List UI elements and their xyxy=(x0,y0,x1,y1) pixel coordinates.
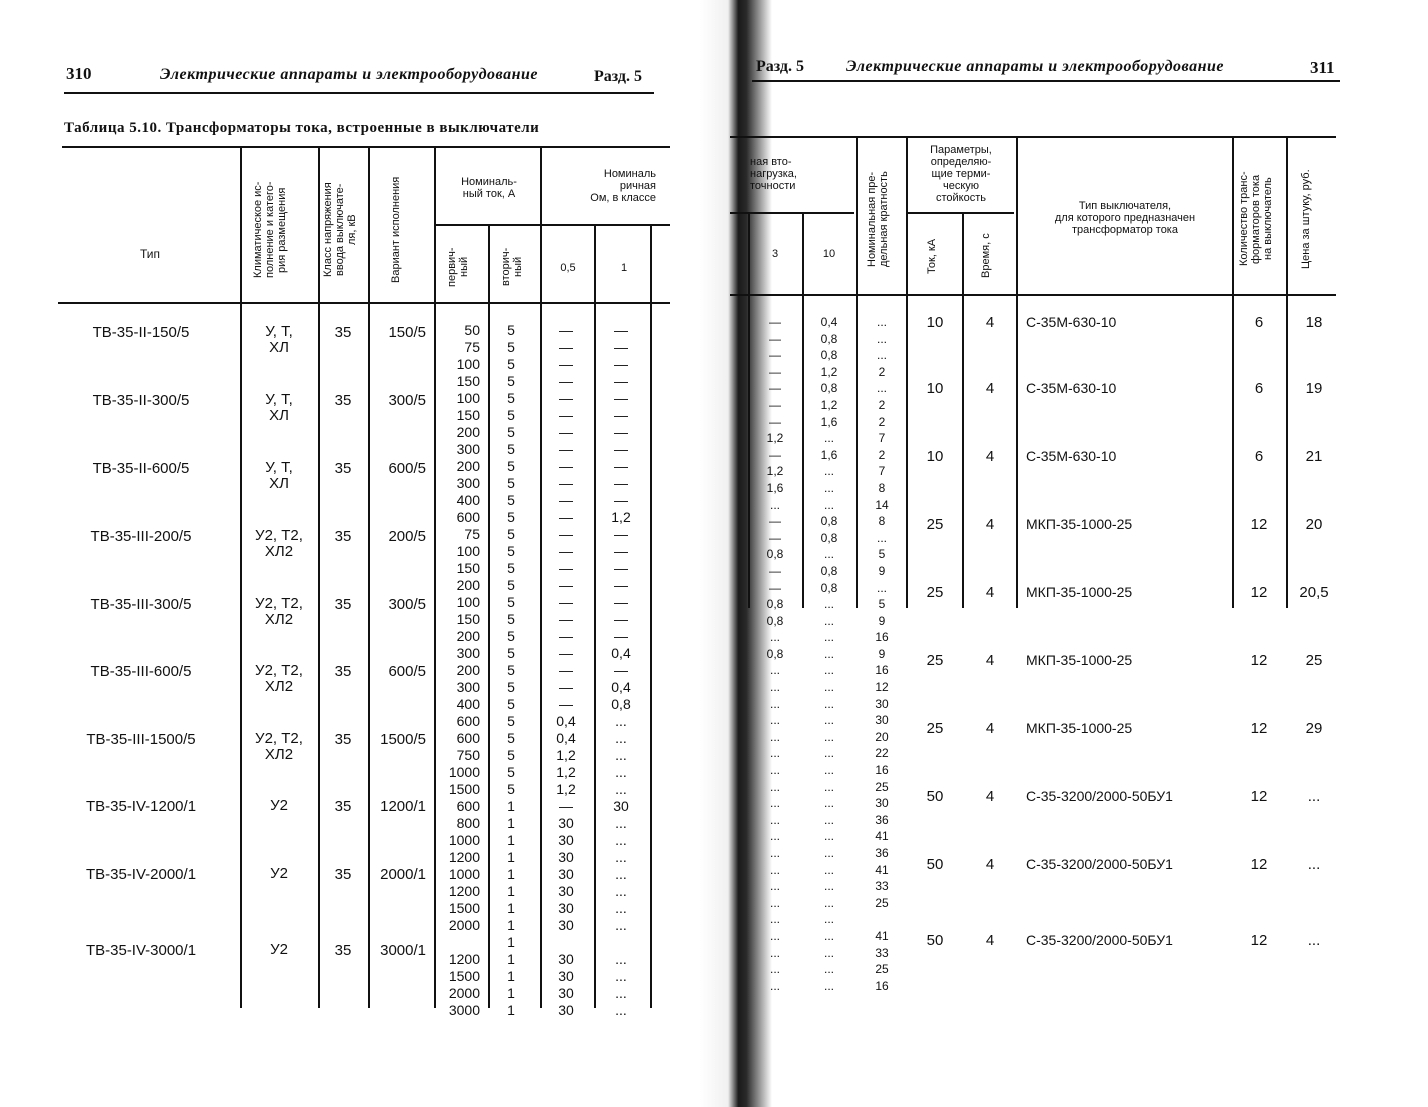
right-subheader-rule xyxy=(908,212,1014,214)
row-price: 25 xyxy=(1305,652,1323,669)
col-divider xyxy=(488,226,490,1008)
row-quantity: 12 xyxy=(1250,652,1268,669)
secondary-current-column: 5 5 5 5 5 5 5 5 5 5 5 5 5 5 5 5 5 5 5 5 5 5 5 5 5 5 5 5 1 1 1 1 1 1 1 1 1 1 1 1 1 xyxy=(507,322,515,1018)
primary-current-column: 50 75 100 150 100 150 200 300 200 300 400 600 75 100 150 200 100 150 200 300 200 300 400 600 600 750 1000 1500 600 800 1000 1200 1000 1200 1500 2000 1200 1500 2000 3000 xyxy=(448,322,480,1018)
header-class-10: 10 xyxy=(822,248,836,260)
row-current-ka: 10 xyxy=(926,448,944,465)
table-caption: Таблица 5.10. Трансформаторы тока, встроенные в выключатели xyxy=(64,120,540,136)
col-divider xyxy=(906,138,908,608)
right-page-number: 311 xyxy=(1310,58,1335,77)
header-rated-load: Номиналь ричная Ом, в классе xyxy=(590,168,656,204)
header-variant: Вариант исполнения xyxy=(390,176,402,284)
header-multiplicity: Номинальная пре- дельная кратность xyxy=(866,171,890,267)
row-current-ka: 25 xyxy=(926,652,944,669)
header-class-1: 1 xyxy=(620,262,628,274)
row-variant: 1500/5 xyxy=(380,731,426,748)
header-time-s: Время, с xyxy=(980,233,992,279)
row-price: 21 xyxy=(1305,448,1323,465)
header-quantity: Количество транс- форматоров тока на выключатель xyxy=(1238,171,1274,267)
col-divider xyxy=(650,226,652,1008)
row-price: ... xyxy=(1307,932,1321,949)
row-time-s: 4 xyxy=(985,856,995,873)
header-voltage-class: Класс напряжения ввода выключате- ля, кВ xyxy=(322,182,358,278)
left-header-rule xyxy=(64,92,654,94)
row-climate: У2, Т2, ХЛ2 xyxy=(255,662,303,695)
right-header-bottom-rule xyxy=(730,294,1336,296)
row-current-ka: 25 xyxy=(926,584,944,601)
row-time-s: 4 xyxy=(985,448,995,465)
row-climate: У, Т, ХЛ xyxy=(265,391,293,424)
right-running-title: Электрические аппараты и электрооборудование xyxy=(846,58,1224,75)
row-current-ka: 50 xyxy=(926,932,944,949)
row-climate: У2, Т2, ХЛ2 xyxy=(255,595,303,628)
row-type: ТВ-35-III-300/5 xyxy=(90,596,192,613)
row-voltage: 35 xyxy=(334,663,352,680)
row-quantity: 12 xyxy=(1250,788,1268,805)
row-type: ТВ-35-II-300/5 xyxy=(92,392,190,409)
col-divider xyxy=(856,138,858,608)
row-current-ka: 50 xyxy=(926,856,944,873)
row-variant: 600/5 xyxy=(388,460,426,477)
left-section-label: Разд. 5 xyxy=(594,68,643,85)
row-climate: У2 xyxy=(270,941,288,958)
row-current-ka: 25 xyxy=(926,720,944,737)
table-top-rule xyxy=(62,146,670,148)
header-secondary-load: ная вто- нагрузка, точности xyxy=(750,156,797,192)
row-climate: У2 xyxy=(270,865,288,882)
right-table-top-rule xyxy=(730,136,1336,138)
row-price: 19 xyxy=(1305,380,1323,397)
row-type: ТВ-35-II-600/5 xyxy=(92,460,190,477)
row-price: 20 xyxy=(1305,516,1323,533)
row-climate: У2, Т2, ХЛ2 xyxy=(255,730,303,763)
row-climate: У, Т, ХЛ xyxy=(265,459,293,492)
row-time-s: 4 xyxy=(985,652,995,669)
row-climate: У2 xyxy=(270,797,288,814)
row-voltage: 35 xyxy=(334,460,352,477)
row-type: ТВ-35-III-600/5 xyxy=(90,663,192,680)
row-variant: 3000/1 xyxy=(380,942,426,959)
row-price: 20,5 xyxy=(1299,584,1329,601)
col-divider xyxy=(1016,138,1018,608)
row-breaker-type: С-35М-630-10 xyxy=(1026,448,1117,464)
row-time-s: 4 xyxy=(985,788,995,805)
row-breaker-type: С-35М-630-10 xyxy=(1026,380,1117,396)
row-breaker-type: С-35М-630-10 xyxy=(1026,314,1117,330)
left-running-title: Электрические аппараты и электрооборудование xyxy=(160,66,538,83)
row-time-s: 4 xyxy=(985,584,995,601)
row-voltage: 35 xyxy=(334,798,352,815)
row-type: ТВ-35-IV-1200/1 xyxy=(85,798,197,815)
col-divider xyxy=(540,148,542,1008)
row-type: ТВ-35-III-1500/5 xyxy=(86,731,196,748)
row-variant: 300/5 xyxy=(388,596,426,613)
row-variant: 1200/1 xyxy=(380,798,426,815)
row-voltage: 35 xyxy=(334,596,352,613)
row-breaker-type: МКП-35-1000-25 xyxy=(1026,584,1133,600)
row-price: 29 xyxy=(1305,720,1323,737)
row-current-ka: 50 xyxy=(926,788,944,805)
header-climate: Климатическое ис- полнение и катего- рия размещения xyxy=(252,181,288,279)
row-voltage: 35 xyxy=(334,528,352,545)
header-thermal-params: Параметры, определяю- щие терми- ческую стойкость xyxy=(930,144,992,204)
header-price: Цена за штуку, руб. xyxy=(1300,169,1312,269)
multiplicity-column: ... ... ... 2 ... 2 2 7 2 7 8 14 8 ... 5 9 ... 5 9 16 9 16 12 30 30 20 22 16 25 30 36 41 36 41 33 25 41 33 25 16 xyxy=(875,315,889,993)
load-class-10-column: 0,4 0,8 0,8 1,2 0,8 1,2 1,6 ... 1,6 ... ... ... 0,8 0,8 ... 0,8 0,8 ... ... ... ... ... ... ... ... ... ... ... ... ... ... ... ... ... ... ... ... ... ... ... ... xyxy=(820,315,838,993)
col-divider xyxy=(1232,138,1234,608)
header-class-05: 0,5 xyxy=(560,262,576,274)
col-divider xyxy=(594,226,596,1008)
row-variant: 300/5 xyxy=(388,392,426,409)
col-divider xyxy=(1286,138,1288,608)
row-variant: 200/5 xyxy=(388,528,426,545)
load-class-1-column: — — — — — — — — — — — 1,2 — — — — — — — 0,4 — 0,4 0,8 ... ... ... ... ... 30 ... ... ... ... ... ... ... ... ... ... ... xyxy=(611,322,631,1018)
row-breaker-type: С-35-3200/2000-50БУ1 xyxy=(1026,788,1173,804)
row-voltage: 35 xyxy=(334,942,352,959)
row-type: ТВ-35-IV-2000/1 xyxy=(85,866,197,883)
header-primary: первич- ный xyxy=(446,247,470,287)
header-rated-current: Номиналь- ный ток, А xyxy=(461,176,517,200)
load-class-3-column: — — — — — — — 1,2 — 1,2 1,6 ... — — 0,8 — — 0,8 0,8 ... 0,8 ... ... ... ... ... ... ... ... ... ... ... ... ... ... ... ... ... ... ... ... xyxy=(766,315,784,993)
row-time-s: 4 xyxy=(985,380,995,397)
right-section-label: Разд. 5 xyxy=(756,58,805,75)
header-type: Тип xyxy=(139,247,160,261)
row-type: ТВ-35-III-200/5 xyxy=(90,528,192,545)
col-divider xyxy=(748,214,750,608)
header-breaker-type: Тип выключателя, для которого предназначен трансформатор тока xyxy=(1054,200,1196,236)
row-quantity: 6 xyxy=(1254,380,1264,397)
row-quantity: 12 xyxy=(1250,856,1268,873)
row-variant: 150/5 xyxy=(388,324,426,341)
row-voltage: 35 xyxy=(334,731,352,748)
row-price: ... xyxy=(1307,856,1321,873)
row-breaker-type: С-35-3200/2000-50БУ1 xyxy=(1026,856,1173,872)
right-header-rule xyxy=(752,80,1340,82)
row-climate: У, Т, ХЛ xyxy=(265,323,293,356)
row-voltage: 35 xyxy=(334,324,352,341)
row-time-s: 4 xyxy=(985,720,995,737)
table-header-bottom-rule xyxy=(58,302,670,304)
row-quantity: 6 xyxy=(1254,314,1264,331)
row-price: 18 xyxy=(1305,314,1323,331)
row-breaker-type: МКП-35-1000-25 xyxy=(1026,720,1133,736)
row-variant: 2000/1 xyxy=(380,866,426,883)
col-divider xyxy=(962,214,964,608)
col-divider xyxy=(802,214,804,608)
row-type: ТВ-35-II-150/5 xyxy=(92,324,190,341)
row-breaker-type: С-35-3200/2000-50БУ1 xyxy=(1026,932,1173,948)
row-quantity: 6 xyxy=(1254,448,1264,465)
row-voltage: 35 xyxy=(334,866,352,883)
row-time-s: 4 xyxy=(985,932,995,949)
row-breaker-type: МКП-35-1000-25 xyxy=(1026,516,1133,532)
subheader-rule xyxy=(436,224,670,226)
header-class-3: 3 xyxy=(771,248,779,260)
row-breaker-type: МКП-35-1000-25 xyxy=(1026,652,1133,668)
left-page-number: 310 xyxy=(66,64,92,83)
row-time-s: 4 xyxy=(985,314,995,331)
row-price: ... xyxy=(1307,788,1321,805)
row-type: ТВ-35-IV-3000/1 xyxy=(85,942,197,959)
row-quantity: 12 xyxy=(1250,720,1268,737)
header-current-ka: Ток, кА xyxy=(926,238,938,274)
row-quantity: 12 xyxy=(1250,516,1268,533)
row-variant: 600/5 xyxy=(388,663,426,680)
row-voltage: 35 xyxy=(334,392,352,409)
row-current-ka: 10 xyxy=(926,380,944,397)
row-current-ka: 25 xyxy=(926,516,944,533)
row-quantity: 12 xyxy=(1250,584,1268,601)
row-current-ka: 10 xyxy=(926,314,944,331)
row-time-s: 4 xyxy=(985,516,995,533)
header-secondary: вторич- ный xyxy=(500,247,524,287)
row-climate: У2, Т2, ХЛ2 xyxy=(255,527,303,560)
row-quantity: 12 xyxy=(1250,932,1268,949)
load-class-05-column: — — — — — — — — — — — — — — — — — — — — — — — 0,4 0,4 1,2 1,2 1,2 — 30 30 30 30 30 30 30 30 30 30 30 xyxy=(556,322,576,1018)
